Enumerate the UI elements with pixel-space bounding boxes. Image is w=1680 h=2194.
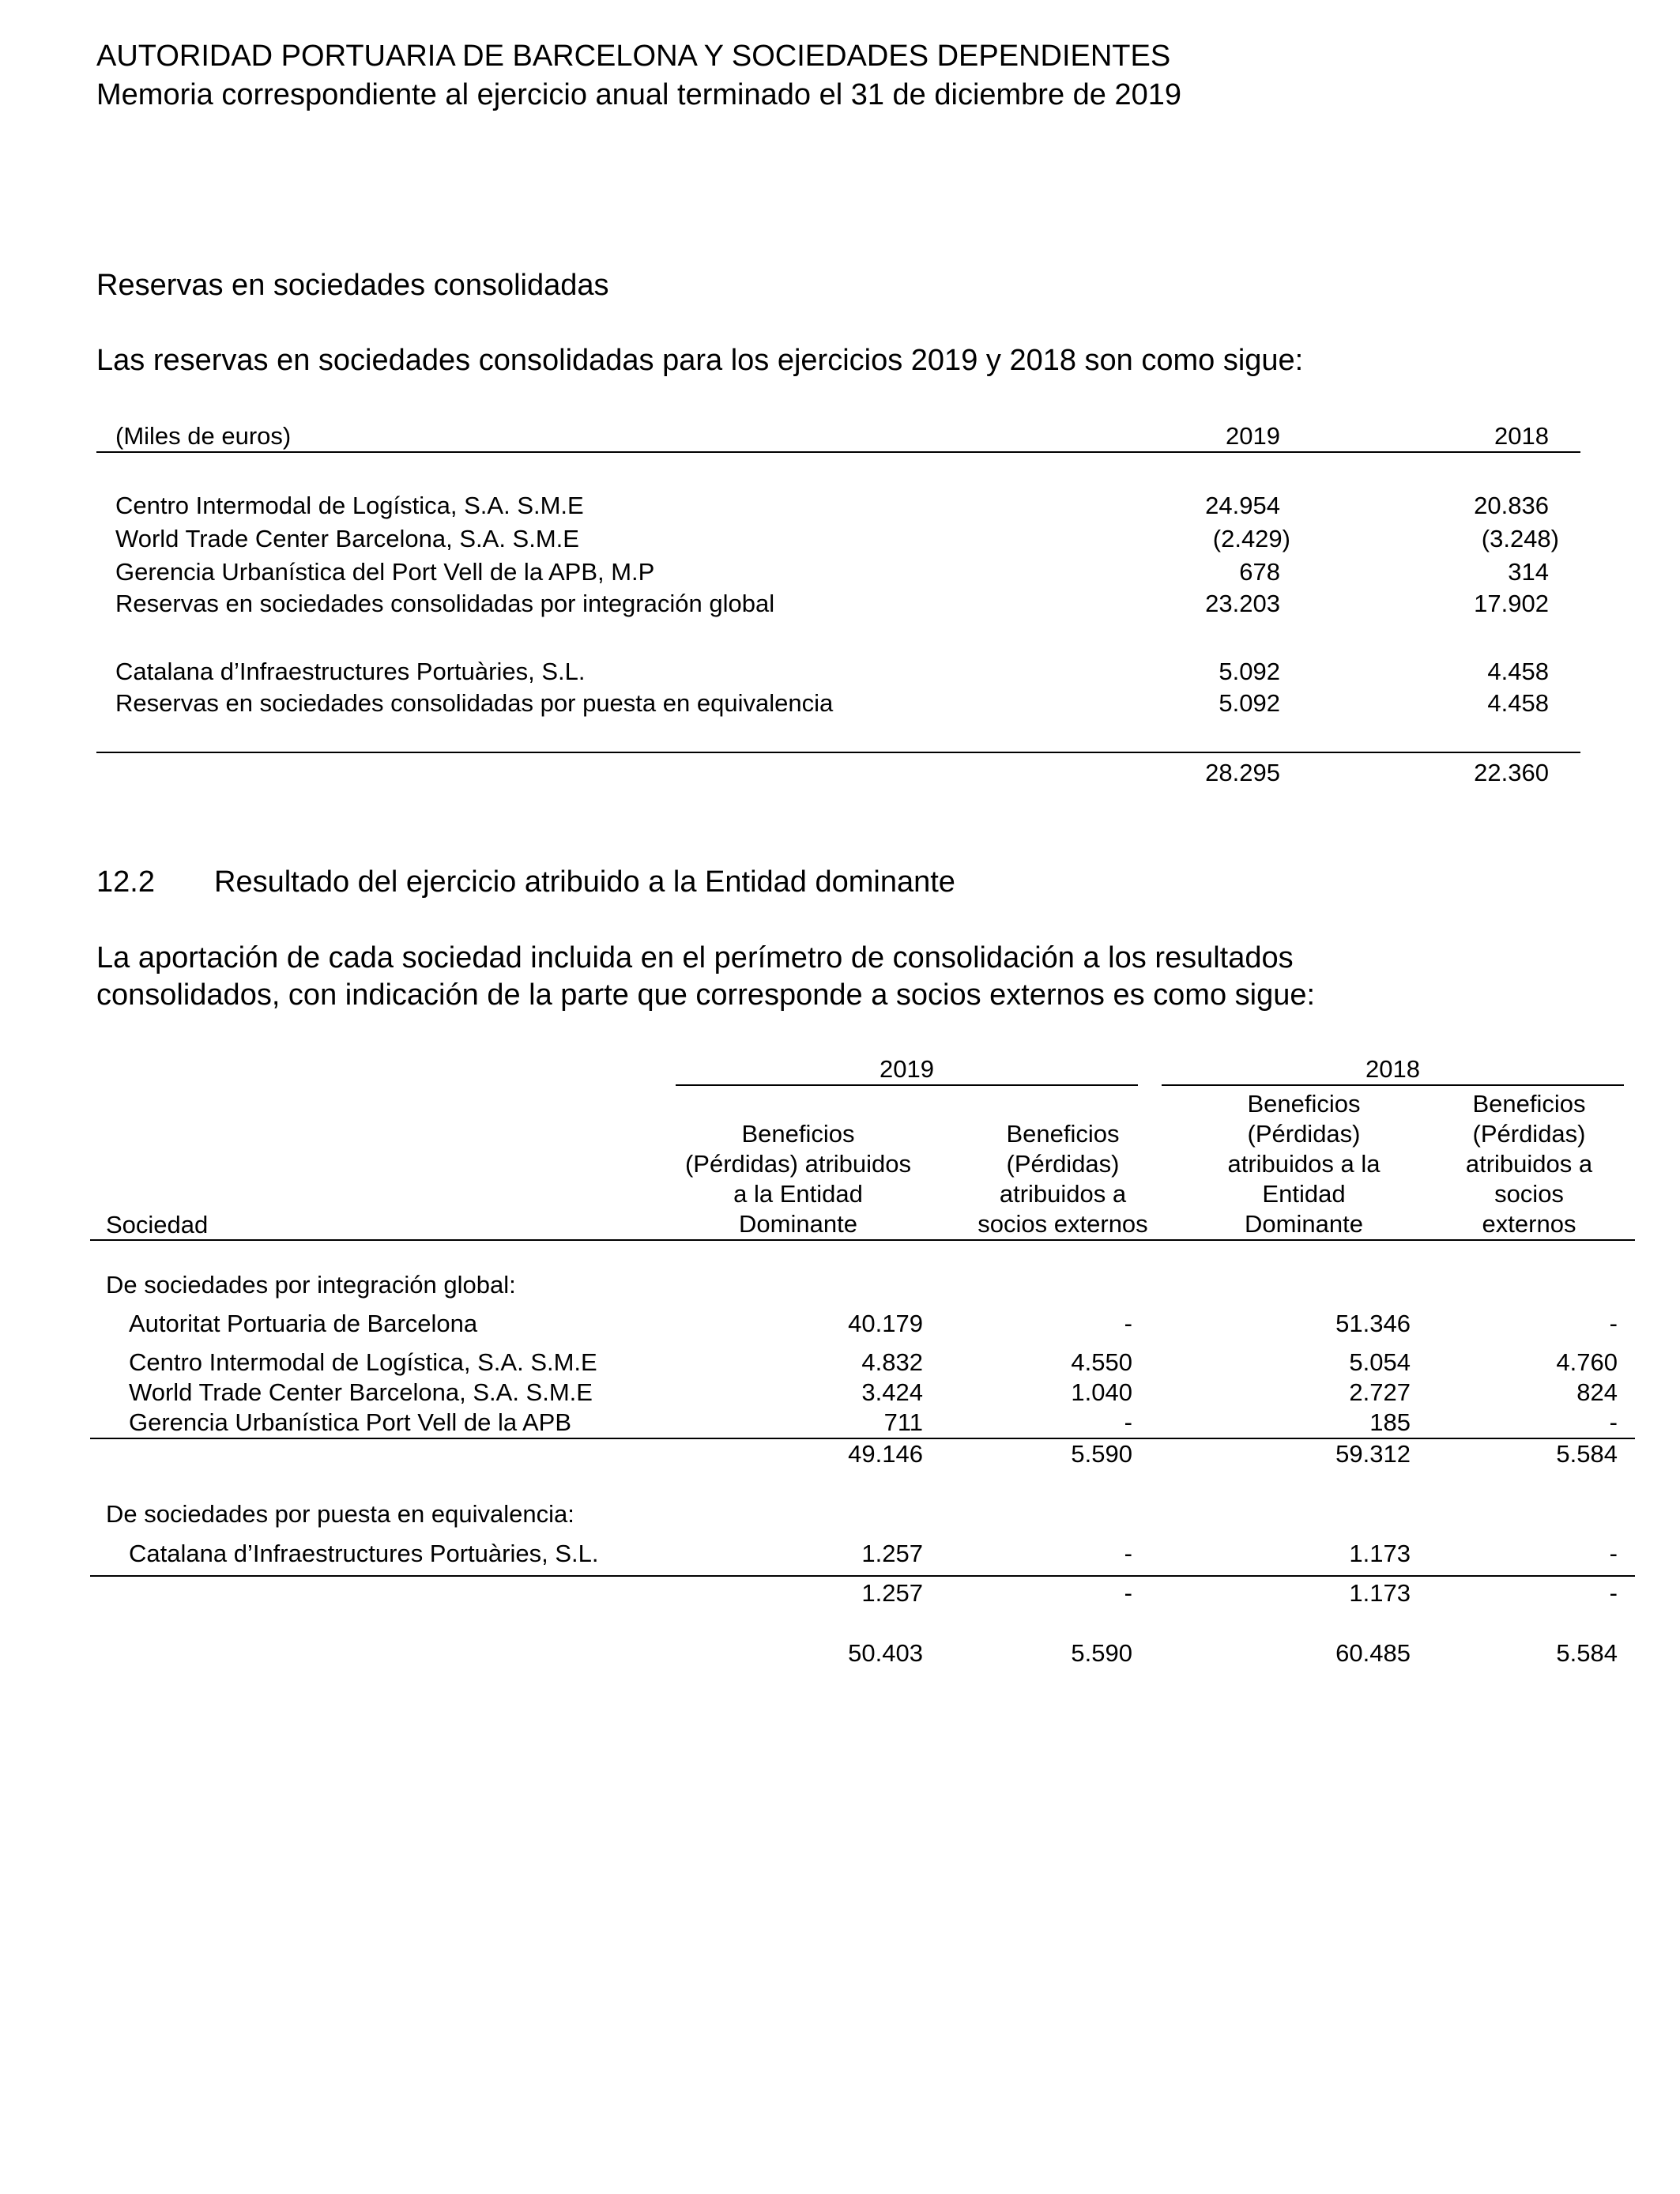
col-header-c bbox=[1197, 1089, 1411, 1239]
grand-total-c: 60.485 bbox=[1335, 1639, 1411, 1667]
grand-total-b: 5.590 bbox=[1071, 1639, 1132, 1667]
grand-total-a: 50.403 bbox=[848, 1639, 923, 1667]
cell-a: 1.257 bbox=[861, 1540, 923, 1567]
table-total-2018: 22.360 bbox=[1474, 759, 1549, 786]
table-cell-2018: 20.836 bbox=[1474, 492, 1549, 519]
table-cell-2018: (3.248) bbox=[1481, 525, 1559, 552]
col-header-a-line: Beneficios bbox=[741, 1120, 855, 1148]
table-cell-2019: 24.954 bbox=[1205, 492, 1280, 519]
col-header-a-line: Dominante bbox=[739, 1210, 857, 1238]
subtotal-a: 49.146 bbox=[848, 1440, 923, 1468]
col-header-d-line: Beneficios bbox=[1472, 1090, 1586, 1118]
cell-c: 51.346 bbox=[1335, 1310, 1411, 1337]
table-cell-2018: 17.902 bbox=[1474, 590, 1549, 617]
col-header-d-line: (Pérdidas) bbox=[1472, 1120, 1586, 1148]
cell-b: 4.550 bbox=[1071, 1348, 1132, 1376]
group-label-equivalencia: De sociedades por puesta en equivalencia: bbox=[106, 1500, 574, 1528]
group-label-integracion: De sociedades por integración global: bbox=[106, 1271, 516, 1299]
col-header-b-line: Beneficios bbox=[1006, 1120, 1120, 1148]
cell-b: 1.040 bbox=[1071, 1378, 1132, 1406]
subtotal-b: - bbox=[1124, 1579, 1132, 1607]
col-header-c-line: Beneficios bbox=[1247, 1090, 1361, 1118]
cell-b: - bbox=[1124, 1310, 1132, 1337]
cell-c: 5.054 bbox=[1349, 1348, 1411, 1376]
table-row-label: Catalana d’Infraestructures Portuàries, S.L. bbox=[129, 1540, 599, 1567]
section-number: 12.2 bbox=[96, 865, 155, 899]
cell-a: 711 bbox=[883, 1408, 923, 1436]
cell-c: 2.727 bbox=[1349, 1378, 1411, 1406]
year-header-2019: 2019 bbox=[880, 1055, 934, 1083]
header-rule bbox=[96, 451, 1580, 453]
document-entity-title: AUTORIDAD PORTUARIA DE BARCELONA Y SOCIEDADES DEPENDIENTES bbox=[96, 40, 1171, 73]
cell-d: 4.760 bbox=[1556, 1348, 1618, 1376]
col-header-2018: 2018 bbox=[1494, 422, 1549, 450]
table-row-label: Autoritat Portuaria de Barcelona bbox=[129, 1310, 478, 1337]
subtotal-c: 1.173 bbox=[1349, 1579, 1411, 1607]
col-header-c-line: Dominante bbox=[1245, 1210, 1363, 1238]
col-header-c-line: (Pérdidas) bbox=[1247, 1120, 1361, 1148]
col-header-2019: 2019 bbox=[1226, 422, 1280, 450]
col-header-b-line: (Pérdidas) bbox=[1006, 1150, 1120, 1178]
table-cell-2019: 5.092 bbox=[1219, 658, 1280, 685]
cell-a: 3.424 bbox=[861, 1378, 923, 1406]
table-cell-2019: 5.092 bbox=[1219, 689, 1280, 717]
table-cell-2019: 23.203 bbox=[1205, 590, 1280, 617]
section-intro-reservas: Las reservas en sociedades consolidadas para los ejercicios 2019 y 2018 son como sigue: bbox=[96, 344, 1304, 377]
cell-d: - bbox=[1609, 1540, 1618, 1567]
year-rule-2019 bbox=[676, 1084, 1138, 1086]
col-header-d-line: externos bbox=[1482, 1210, 1576, 1238]
table-row-label: Centro Intermodal de Logística, S.A. S.M.E bbox=[115, 492, 584, 519]
cell-d: 824 bbox=[1576, 1378, 1618, 1406]
subtotal-rule-1 bbox=[90, 1438, 1635, 1439]
table-cell-2018: 314 bbox=[1508, 558, 1549, 586]
table-cell-2018: 4.458 bbox=[1487, 658, 1549, 685]
column-header-rule bbox=[90, 1239, 1635, 1241]
subtotal-d: 5.584 bbox=[1556, 1440, 1618, 1468]
table-row-label: Reservas en sociedades consolidadas por puesta en equivalencia bbox=[115, 689, 834, 717]
section-title-resultado: Resultado del ejercicio atribuido a la Entidad dominante bbox=[214, 865, 955, 899]
col-header-a bbox=[668, 1119, 929, 1239]
document-subtitle: Memoria correspondiente al ejercicio anual terminado el 31 de diciembre de 2019 bbox=[96, 78, 1182, 111]
table-cell-2019: (2.429) bbox=[1212, 525, 1290, 552]
section-intro-line1: La aportación de cada sociedad incluida en el perímetro de consolidación a los resultados bbox=[96, 941, 1294, 974]
table-row-label: World Trade Center Barcelona, S.A. S.M.E bbox=[129, 1378, 593, 1406]
grand-total-d: 5.584 bbox=[1556, 1639, 1618, 1667]
col-header-c-line: Entidad bbox=[1262, 1180, 1346, 1208]
table-cell-2018: 4.458 bbox=[1487, 689, 1549, 717]
cell-c: 1.173 bbox=[1349, 1540, 1411, 1567]
col-header-a-line: (Pérdidas) atribuidos bbox=[684, 1150, 912, 1178]
year-rule-2018 bbox=[1162, 1084, 1624, 1086]
cell-d: - bbox=[1609, 1408, 1618, 1436]
cell-b: - bbox=[1124, 1540, 1132, 1567]
col-header-a-line: a la Entidad bbox=[733, 1180, 863, 1208]
col-header-sociedad: Sociedad bbox=[106, 1211, 209, 1238]
section-title-reservas: Reservas en sociedades consolidadas bbox=[96, 269, 609, 302]
table-row-label: Centro Intermodal de Logística, S.A. S.M.E bbox=[129, 1348, 597, 1376]
subtotal-c: 59.312 bbox=[1335, 1440, 1411, 1468]
col-header-d-line: socios bbox=[1494, 1180, 1564, 1208]
table-row-label: Gerencia Urbanística Port Vell de la APB bbox=[129, 1408, 572, 1436]
col-header-d-line: atribuidos a bbox=[1465, 1150, 1593, 1178]
cell-a: 40.179 bbox=[848, 1310, 923, 1337]
col-header-b bbox=[956, 1119, 1170, 1239]
col-header-d bbox=[1434, 1089, 1624, 1239]
subtotal-a: 1.257 bbox=[861, 1579, 923, 1607]
table-row-label: Catalana d’Infraestructures Portuàries, S.L. bbox=[115, 658, 586, 685]
cell-c: 185 bbox=[1369, 1408, 1411, 1436]
col-header-b-line: socios externos bbox=[977, 1210, 1148, 1238]
cell-b: - bbox=[1124, 1408, 1132, 1436]
section-intro-line2: consolidados, con indicación de la parte que corresponde a socios externos es como sigue: bbox=[96, 978, 1316, 1012]
subtotal-b: 5.590 bbox=[1071, 1440, 1132, 1468]
subtotal-rule-2 bbox=[90, 1575, 1635, 1577]
table-cell-2019: 678 bbox=[1239, 558, 1280, 586]
table-row-label: Gerencia Urbanística del Port Vell de la APB, M.P bbox=[115, 558, 655, 586]
cell-a: 4.832 bbox=[861, 1348, 923, 1376]
total-rule bbox=[96, 752, 1580, 753]
table-unit-label: (Miles de euros) bbox=[115, 422, 292, 450]
subtotal-d: - bbox=[1609, 1579, 1618, 1607]
col-header-c-line: atribuidos a la bbox=[1227, 1150, 1381, 1178]
table-total-2019: 28.295 bbox=[1205, 759, 1280, 786]
col-header-b-line: atribuidos a bbox=[999, 1180, 1127, 1208]
table-row-label: Reservas en sociedades consolidadas por integración global bbox=[115, 590, 775, 617]
cell-d: - bbox=[1609, 1310, 1618, 1337]
table-row-label: World Trade Center Barcelona, S.A. S.M.E bbox=[115, 525, 579, 552]
year-header-2018: 2018 bbox=[1365, 1055, 1420, 1083]
